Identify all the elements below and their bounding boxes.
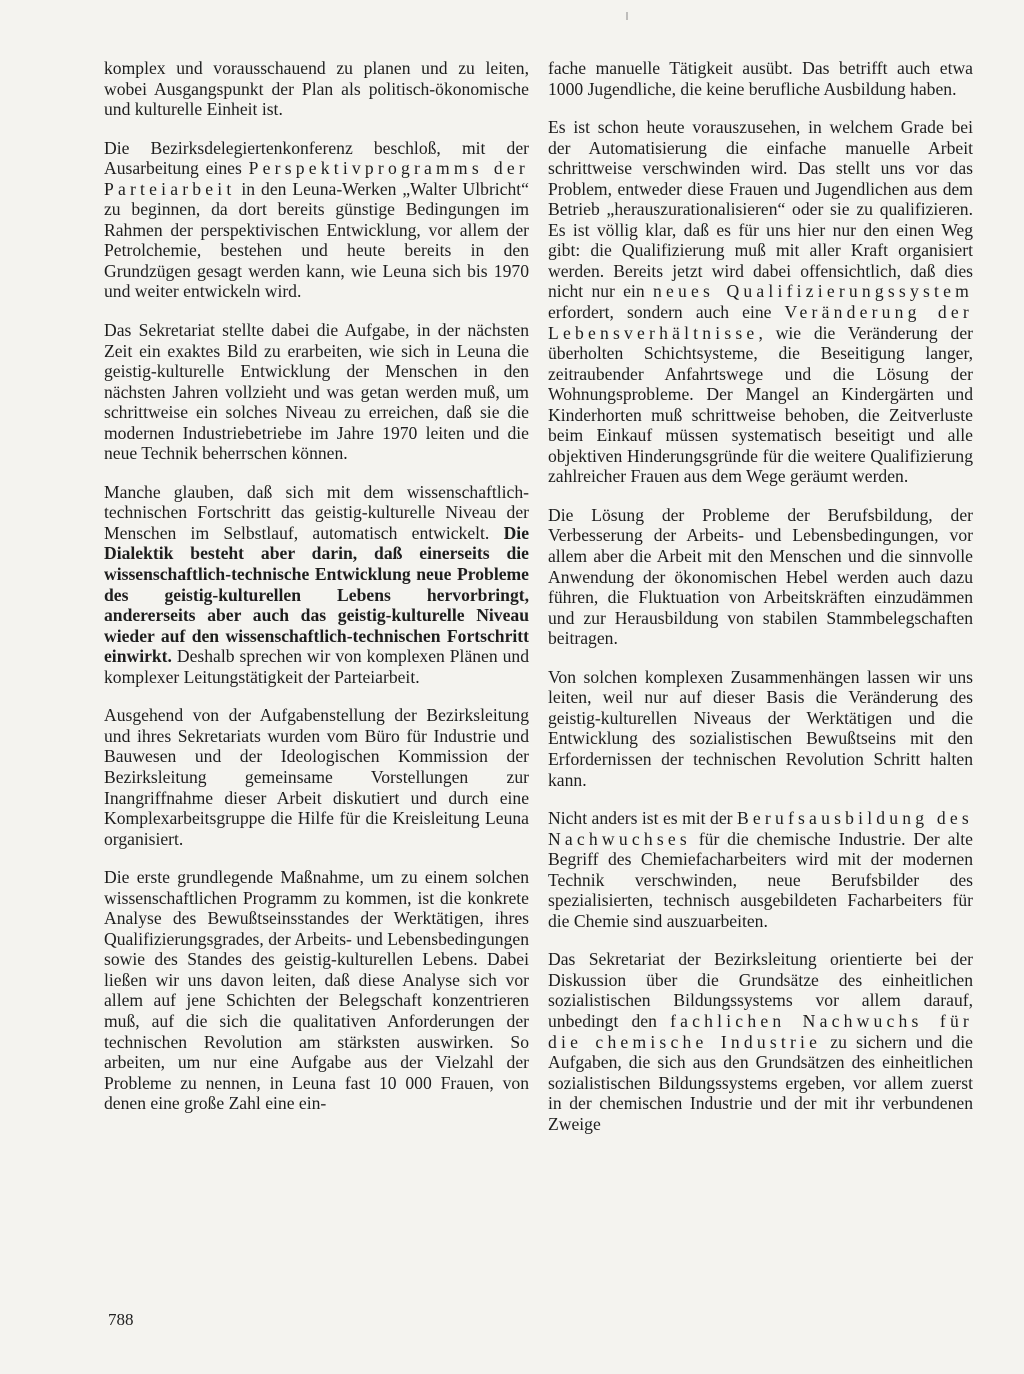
paragraph	[548, 808, 973, 931]
paragraph	[104, 705, 529, 849]
paragraph	[548, 117, 973, 487]
paragraph	[548, 505, 973, 649]
text-run: fache manuelle Tätigkeit ausübt. Das betrifft auch etwa 1000 Jugendliche, die keine berufliche Ausbildung haben.	[548, 58, 973, 99]
text-run: Von solchen komplexen Zusammenhängen lassen wir uns leiten, weil nur auf dieser Basis die Veränderung des geistig-kulturellen Niveaus der Werktätigen und die Entwicklung des sozialistischen Bewußtseins mit den Erfordernissen der technischen Revolution Schritt halten kann.	[548, 666, 973, 790]
text-run: Manche glauben, daß sich mit dem wissenschaftlich-technischen Fortschritt das geistig-kulturelle Niveau der Menschen im Selbstlauf, automatisch entwickelt.	[104, 481, 529, 543]
spaced-emphasis-text: Berufsausbildung des Nachwuchses	[548, 808, 973, 849]
text-run: komplex und vorausschauend zu planen und zu leiten, wobei Ausgangspunkt der Plan als politisch-ökonomische und kulturelle Einheit ist.	[104, 58, 529, 120]
paragraph	[104, 58, 529, 120]
paragraph	[104, 867, 529, 1114]
paragraph	[548, 58, 973, 99]
text-run: Es ist schon heute vorauszusehen, in welchem Grade bei der Automatisierung die einfache manuelle Arbeit schrittweise verschwinden wird. Das stellt uns vor das Problem, entweder diese Frauen und Jugendlichen aus dem Betrieb „herauszurationalisieren“ oder sie zu qualifizieren. Es ist völlig klar, daß es für uns hier nur den einen Weg gibt: die Qualifizierung muß mit aller Kraft organisiert werden. Bereits jetzt wird dabei offensichtlich, daß dies nicht nur ein	[548, 117, 973, 302]
text-run: Deshalb sprechen wir von komplexen Plänen und komplexer Leitungstätigkeit der Parteiarbeit.	[104, 646, 529, 687]
paragraph	[104, 482, 529, 687]
text-run: erfordert, sondern auch eine	[548, 302, 785, 323]
text-run: in den Leuna-Werken „Walter Ulbricht“ zu beginnen, da dort bereits günstige Bedingungen im Rahmen der perspektivischen Entwicklung, vor allem der Petrolchemie, bestehen und heute bereits in den Grundzügen gesagt werden kann, wie Leuna sich bis 1970 und weiter entwickeln wird.	[104, 178, 529, 302]
left-column	[104, 58, 529, 1132]
text-run: Das Sekretariat der Bezirksleitung orientierte bei der Diskussion über die Grundsätze des einheitlichen sozialistischen Bildungssystems vor allem darauf, unbedingt den	[548, 949, 973, 1031]
spaced-emphasis-text: neues Qualifizierungssystem	[652, 281, 973, 302]
text-run: Die Lösung der Probleme der Berufsbildung, der Verbesserung der Arbeits- und Lebensbedingungen, vor allem aber die Arbeit mit den Menschen und die sinnvolle Anwendung der ökonomischen Hebel werden auch dazu führen, die Fluktuation von Arbeitskräften einzudämmen und zur Herausbildung von stabilen Stammbelegschaften beitragen.	[548, 504, 973, 649]
right-column	[548, 58, 973, 1152]
paragraph	[548, 949, 973, 1134]
text-run: Die erste grundlegende Maßnahme, um zu einem solchen wissenschaftlichen Programm zu kommen, ist die konkrete Analyse des Bewußtseinsstandes der Werktätigen, ihres Qualifizierungsgrades, der Arbeits- und Lebensbedingungen sowie des Standes des geistig-kulturellen Lebens. Dabei ließen wir uns davon leiten, daß diese Analyse sich vor allem auf jene Schichten der Belegschaft konzentrieren muß, auf die sich die qualitativen Anforderungen der technischen Revolution am stärksten auswirken. So arbeiten, um nur eine Aufgabe aus der Vielzahl der Probleme zu nennen, in Leuna fast 10 000 Frauen, von denen eine große Zahl eine ein-	[104, 867, 529, 1114]
bold-text: Die Dialektik besteht aber darin, daß einerseits die wissenschaftlich-technische Entwicklung neue Probleme des geistig-kulturellen Lebens hervorbringt, andererseits aber auch das geistig-kulturelle Niveau wieder auf den wissenschaftlich-technischen Fortschritt einwirkt.	[104, 522, 529, 667]
text-run: , wie die Veränderung der überholten Schichtsysteme, die Beseitigung langer, zeitraubender Anfahrtswege und die Lösung der Wohnungsprobleme. Der Mangel an Kindergärten und Kinderhorten muß schrittweise behoben, die Zeitverluste beim Einkauf müssen systematisch beseitigt und alle objektiven Hinderungsgründe für die weitere Qualifizierung zahlreicher Frauen aus dem Wege geräumt werden.	[548, 322, 973, 487]
spaced-emphasis-text: Perspektivprogramms der Parteiarbeit	[104, 158, 529, 199]
text-run: Ausgehend von der Aufgabenstellung der Bezirksleitung und ihres Sekretariats wurden vom Büro für Industrie und Bauwesen und der Ideologischen Kommission der Bezirksleitung gemeinsame Vorstellungen zur Inangriffnahme dieser Arbeit diskutiert und durch eine Komplexarbeitsgruppe die Hilfe für die Kreisleitung Leuna organisiert.	[104, 705, 529, 849]
spaced-emphasis-text: fachlichen Nachwuchs für die chemische Industrie	[548, 1010, 973, 1052]
spaced-emphasis-text: Veränderung der Lebensverhältnisse	[548, 302, 973, 343]
paragraph	[548, 667, 973, 790]
text-run: zu sichern und die Aufgaben, die sich aus den Grundsätzen des einheitlichen sozialistischen Bildungssystems ergeben, vor allem zuerst in der chemischen Industrie und der mit ihr verbundenen Zweige	[548, 1031, 973, 1134]
text-run: Nicht anders ist es mit der	[548, 808, 737, 829]
text-run: Das Sekretariat stellte dabei die Aufgabe, in der nächsten Zeit ein exaktes Bild zu erarbeiten, wie sich in Leuna die geistig-kulturelle Entwicklung der Menschen in den nächsten Jahren vollzieht und was getan werden muß, um schrittweise ein solches Niveau zu erreichen, daß sie die modernen Industriebetriebe im Jahre 1970 leiten und die neue Technik beherrschen können.	[104, 320, 529, 464]
text-run: für die chemische Industrie. Der alte Begriff des Chemiefacharbeiters wird mit der modernen Technik verschwinden, neue Berufsbilder des spezialisierten, technisch ausgebildeten Facharbeiters für die Chemie sind auszuarbeiten.	[548, 828, 973, 931]
page-number: 788	[108, 1310, 134, 1329]
scan-speck	[626, 12, 628, 20]
paragraph	[104, 320, 529, 464]
text-run: Die Bezirksdelegiertenkonferenz beschloß, mit der Ausarbeitung eines	[104, 137, 529, 179]
paragraph	[104, 138, 529, 302]
